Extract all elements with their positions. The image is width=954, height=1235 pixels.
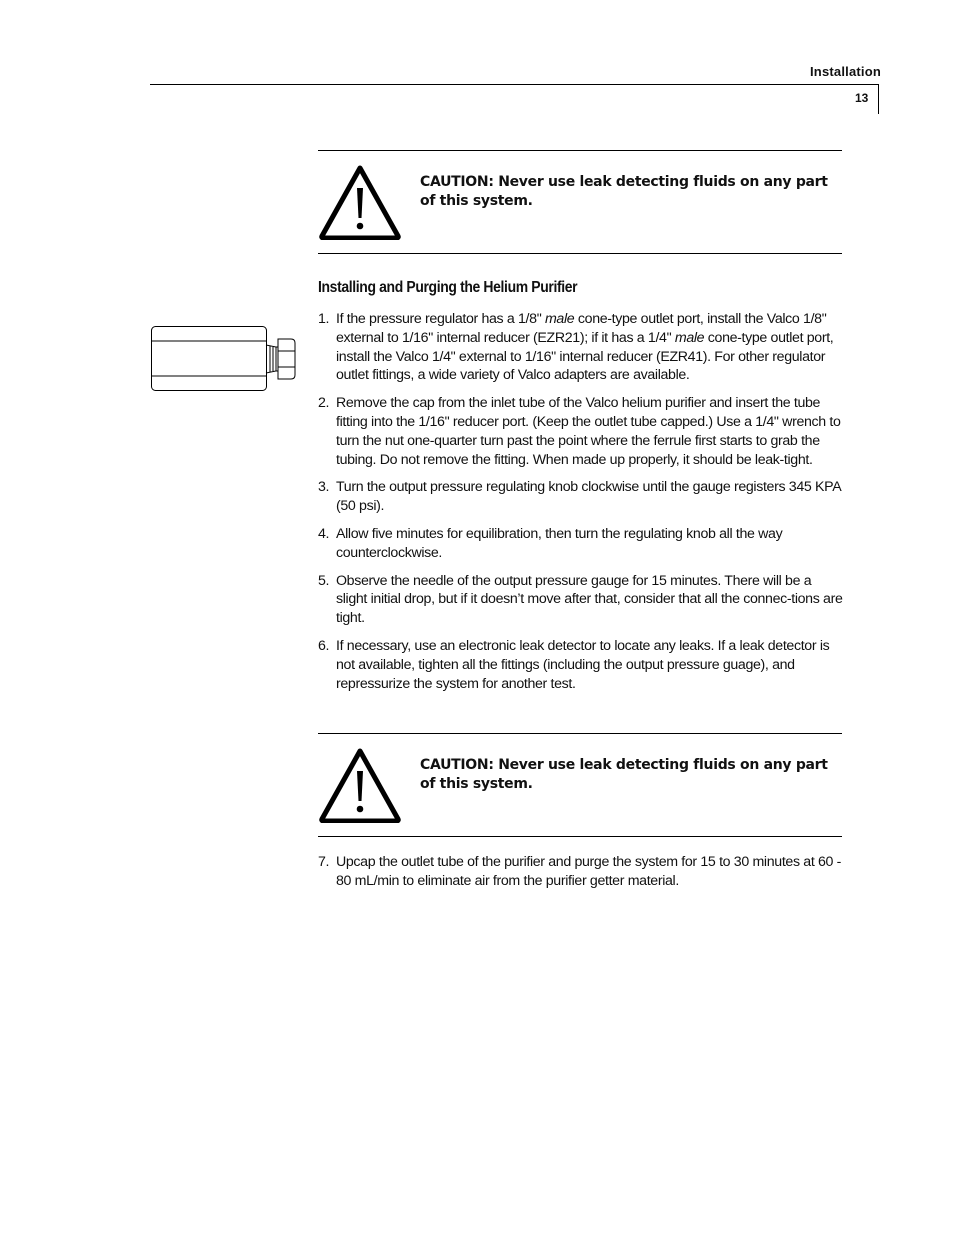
list-item (318, 394, 843, 469)
caution-text-1: CAUTION: Never use leak detecting fluids on any part of this system. (420, 174, 828, 209)
header-vertical-rule (878, 84, 879, 114)
section-heading: Installing and Purging the Helium Purifier (318, 279, 578, 296)
step-number: 4. (318, 525, 330, 542)
step-number: 2. (318, 395, 330, 412)
step-text: Observe the needle of the output pressure gauge for 15 minutes. There will be a slight initial drop, but if it doesn’t move after that, consider that all the connec-tions are tight. (336, 572, 843, 627)
list-item (318, 478, 843, 516)
step-text: Remove the cap from the inlet tube of the Valco helium purifier and insert the tube fitting into the 1/16" reducer port. (Keep the outlet tube capped.) Use a 1/4" wrench to turn the nut one-quarter turn past the point where the ferrule first starts to grab the tubing. Do not remove the fitting. When made up properly, it should be leak-tight. (336, 395, 841, 468)
list-item: 1. If the pressure regulator has a 1/8" male cone-type outlet port, install the Valco 1/8" external to 1/16" internal reducer (EZR21); if it has a 1/4" male cone-type outlet port, install the Valco 1/4" external to 1/16" internal reducer (EZR41). For other regulator outlet fittings, a wide variety of Valco adapters are available. (318, 311, 834, 384)
caution-box-2 (318, 733, 842, 837)
list-item (318, 637, 843, 693)
warning-triangle-icon (318, 747, 402, 823)
step-number: 6. (318, 637, 330, 654)
step-text: Allow five minutes for equilibration, then turn the regulating knob all the way counterclockwise. (336, 525, 783, 561)
caution-box-1 (318, 150, 842, 254)
step-text: Upcap the outlet tube of the purifier and purge the system for 15 to 30 minutes at 60 - 80 mL/min to eliminate air from the purifier getter material. (336, 854, 842, 889)
list-item (318, 572, 843, 628)
running-header-section: Installation (810, 64, 882, 79)
steps-list (318, 310, 843, 693)
step-number: 7. (318, 854, 330, 870)
step-number: 5. (318, 572, 330, 589)
page-number: 13 (855, 91, 869, 105)
step-number: 1. (318, 311, 330, 327)
step-text: If necessary, use an electronic leak detector to locate any leaks. If a leak detector is not available, tighten all the fittings (including the output pressure guage), and repressurize the system for another test. (336, 637, 830, 692)
list-item (318, 853, 843, 891)
warning-triangle-icon (318, 164, 402, 240)
step-text: Turn the output pressure regulating knob clockwise until the gauge registers 345 KPA (50 psi). (336, 479, 841, 515)
caution-text-2: CAUTION: Never use leak detecting fluids on any part of this system. (420, 757, 828, 792)
steps-list-continued (318, 853, 843, 891)
header-rule (150, 84, 879, 85)
list-item (318, 525, 843, 563)
reducer-fitting-icon (150, 325, 300, 393)
step-number: 3. (318, 479, 330, 496)
